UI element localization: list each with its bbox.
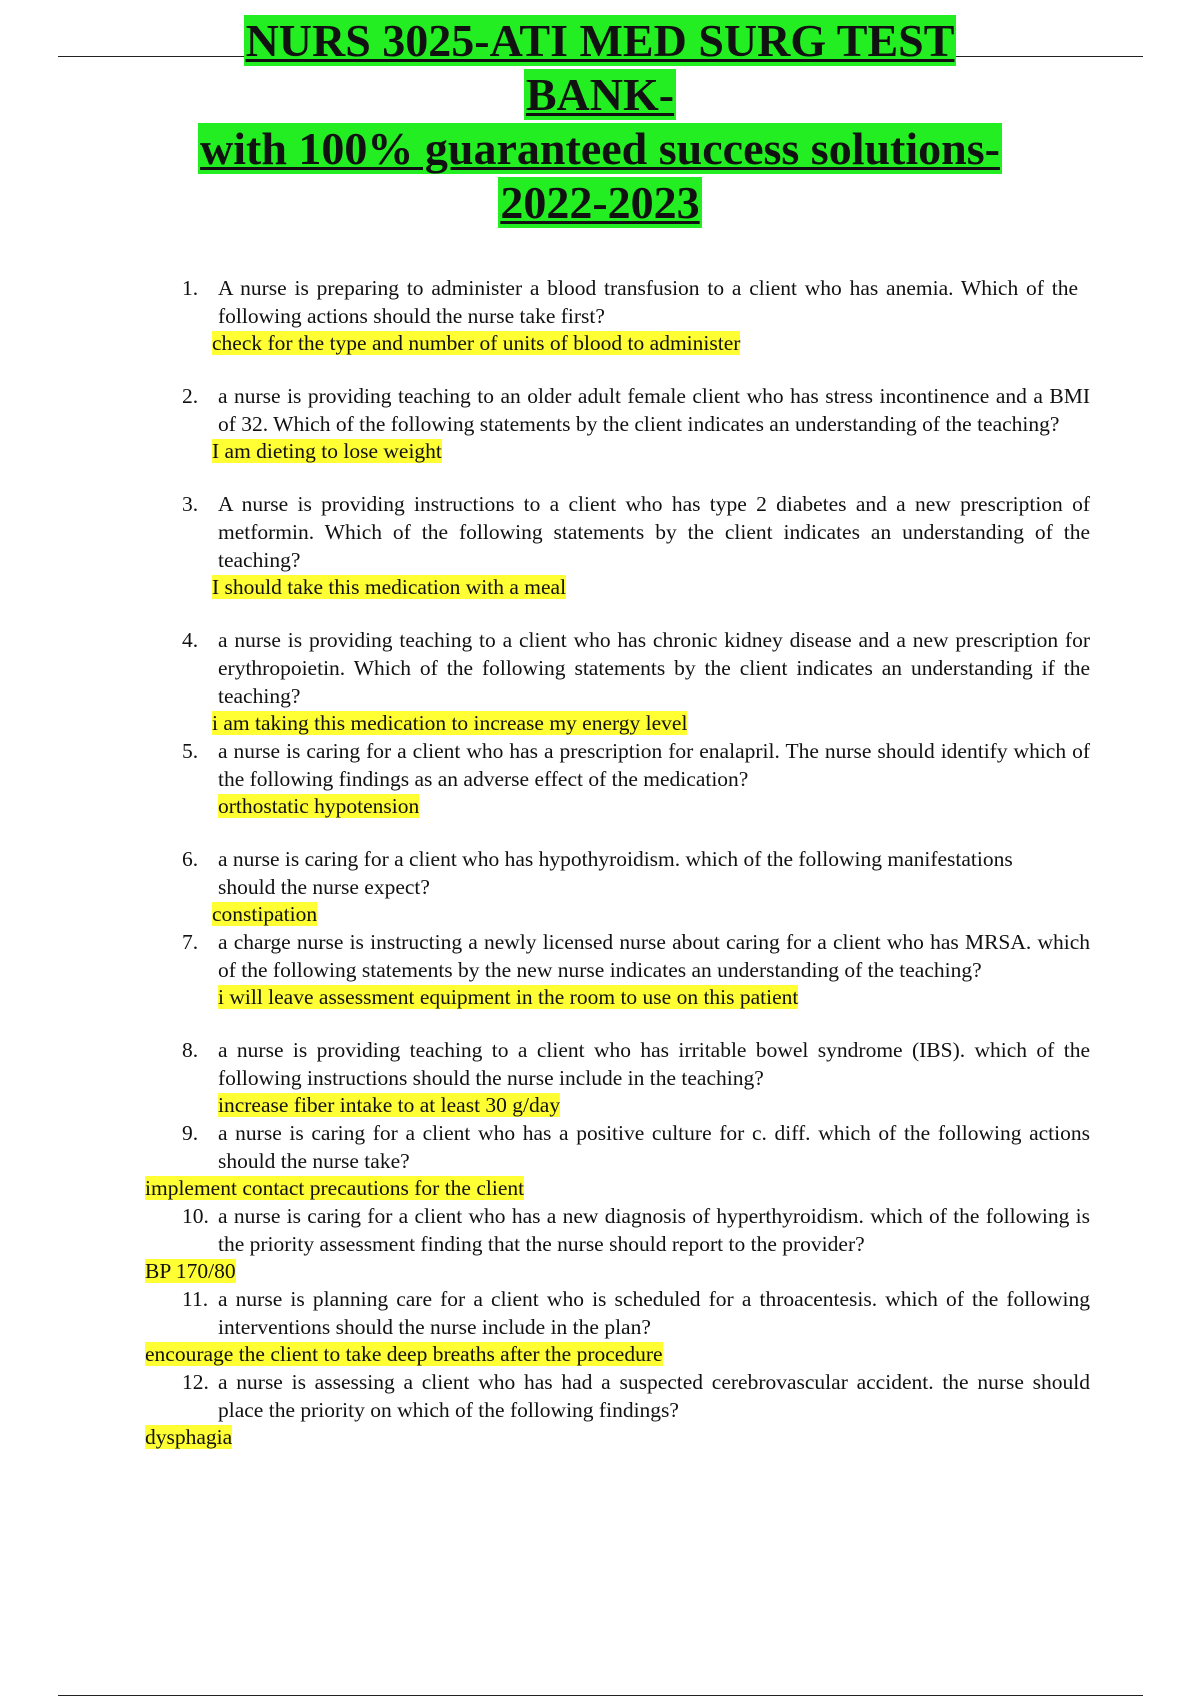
question-text: a nurse is caring for a client who has hypothyroidism. which of the following manifestations should the nurse expect? — [218, 847, 1013, 899]
answer-7: i will leave assessment equipment in the room to use on this patient — [218, 985, 799, 1009]
question-text: A nurse is preparing to administer a blood transfusion to a client who has anemia. Which of the following actions should the nurse take first? — [218, 276, 1078, 328]
title-line-2: BANK- — [525, 69, 675, 120]
question-11: 11. a nurse is planning care for a client who is scheduled for a throacentesis. which of the following interventions should the nurse include in the plan? — [182, 1287, 1090, 1339]
question-12: 12. a nurse is assessing a client who has had a suspected cerebrovascular accident. the nurse should place the priority on which of the following findings? — [182, 1370, 1090, 1422]
answer-4: i am taking this medication to increase my energy level — [212, 711, 688, 735]
question-text: a nurse is caring for a client who has a prescription for enalapril. The nurse should identify which of the following findings as an adverse effect of the medication? — [218, 739, 1090, 791]
question-text: A nurse is providing instructions to a client who has type 2 diabetes and a new prescription of metformin. Which of the following statements by the client indicates an understanding of the teaching? — [218, 492, 1090, 572]
answer-5: orthostatic hypotension — [218, 794, 420, 818]
question-3: 3. A nurse is providing instructions to a client who has type 2 diabetes and a new prescription of metformin. Which of the following statements by the client indicates an understanding of the teaching? — [182, 492, 1090, 572]
question-8: 8. a nurse is providing teaching to a client who has irritable bowel syndrome (IBS). which of the following instructions should the nurse include in the teaching? — [182, 1038, 1090, 1090]
bottom-rule — [58, 1695, 1143, 1696]
answer-12: dysphagia — [145, 1425, 233, 1449]
answer-9: implement contact precautions for the client — [145, 1176, 525, 1200]
answer-6: constipation — [212, 902, 318, 926]
answer-8: increase fiber intake to at least 30 g/day — [218, 1093, 561, 1117]
question-text: a nurse is providing teaching to an older adult female client who has stress incontinence and a BMI of 32. Which of the following statements by the client indicates an understanding of the teaching? — [218, 384, 1090, 436]
answer-10: BP 170/80 — [145, 1259, 236, 1283]
question-10: 10. a nurse is caring for a client who has a new diagnosis of hyperthyroidism. which of the following is the priority assessment finding that the nurse should report to the provider? — [182, 1204, 1090, 1256]
title-line-3: with 100% guaranteed success solutions- — [200, 123, 1000, 174]
question-2: 2. a nurse is providing teaching to an older adult female client who has stress incontinence and a BMI of 32. Which of the following statements by the client indicates an understanding of the teaching? — [182, 384, 1090, 436]
question-text: a charge nurse is instructing a newly licensed nurse about caring for a client who has MRSA. which of the following statements by the new nurse indicates an understanding of the teaching? — [218, 930, 1090, 982]
question-1: 1. A nurse is preparing to administer a blood transfusion to a client who has anemia. Which of the following actions should the nurse take first? — [182, 276, 1078, 328]
question-text: a nurse is planning care for a client who is scheduled for a throacentesis. which of the following interventions should the nurse include in the plan? — [218, 1287, 1090, 1339]
answer-2: I am dieting to lose weight — [212, 439, 442, 463]
answer-11: encourage the client to take deep breaths after the procedure — [145, 1342, 663, 1366]
question-text: a nurse is providing teaching to a client who has irritable bowel syndrome (IBS). which of the following instructions should the nurse include in the teaching? — [218, 1038, 1090, 1090]
answer-1: check for the type and number of units of blood to administer — [212, 331, 741, 355]
title-line-1: NURS 3025-ATI MED SURG TEST — [245, 15, 955, 66]
question-list — [0, 274, 1200, 1451]
document-title — [0, 14, 1200, 230]
question-9: 9. a nurse is caring for a client who has a positive culture for c. diff. which of the following actions should the nurse take? — [182, 1121, 1090, 1173]
question-text: a nurse is caring for a client who has a positive culture for c. diff. which of the following actions should the nurse take? — [218, 1121, 1090, 1173]
question-text: a nurse is assessing a client who has had a suspected cerebrovascular accident. the nurse should place the priority on which of the following findings? — [218, 1370, 1090, 1422]
question-text: a nurse is providing teaching to a client who has chronic kidney disease and a new prescription for erythropoietin. Which of the following statements by the client indicates an understanding if the teaching? — [218, 628, 1090, 708]
question-4: 4. a nurse is providing teaching to a client who has chronic kidney disease and a new prescription for erythropoietin. Which of the following statements by the client indicates an understanding if the teaching? — [182, 628, 1090, 708]
title-line-4: 2022-2023 — [500, 177, 700, 228]
question-6: 6. a nurse is caring for a client who has hypothyroidism. which of the following manifestations should the nurse expect? — [182, 847, 1013, 899]
question-7: 7. a charge nurse is instructing a newly licensed nurse about caring for a client who has MRSA. which of the following statements by the new nurse indicates an understanding of the teaching? — [182, 930, 1090, 982]
answer-3: I should take this medication with a meal — [212, 575, 567, 599]
question-5: 5. a nurse is caring for a client who has a prescription for enalapril. The nurse should identify which of the following findings as an adverse effect of the medication? — [182, 739, 1090, 791]
question-text: a nurse is caring for a client who has a new diagnosis of hyperthyroidism. which of the following is the priority assessment finding that the nurse should report to the provider? — [218, 1204, 1090, 1256]
